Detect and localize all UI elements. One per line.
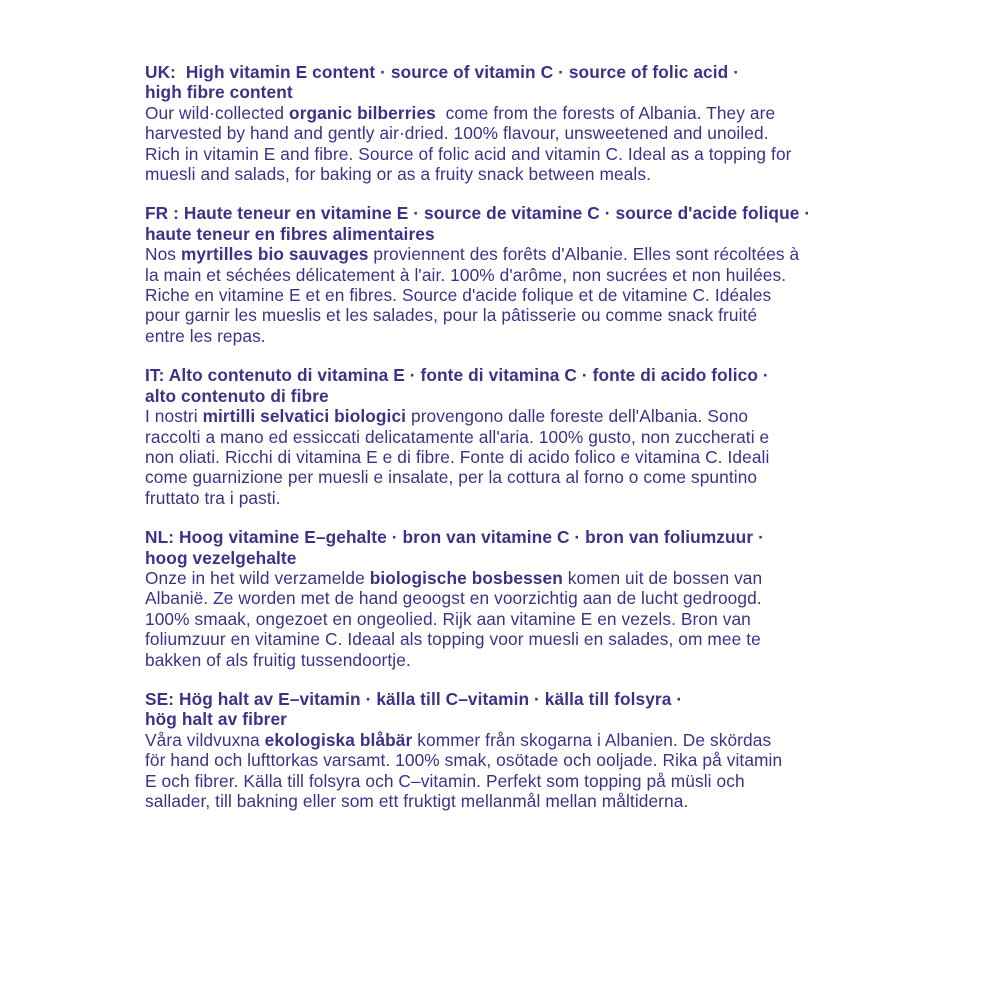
paragraph-line: harvested by hand and gently air·dried. 100% flavour, unsweetened and unoiled. <box>145 123 769 144</box>
bold-term: biologische bosbessen <box>369 567 563 588</box>
paragraph-line: fruttato tra i pasti. <box>145 487 281 508</box>
paragraph-line <box>145 103 885 123</box>
section-fr <box>145 203 885 346</box>
paragraph-text: kommer från skogarna i Albanien. De skördas <box>412 729 772 750</box>
section-se-heading <box>145 689 885 730</box>
heading-line: haute teneur en fibres alimentaires <box>145 223 435 244</box>
section-uk-paragraph <box>145 103 885 185</box>
paragraph-line: Albanië. Ze worden met de hand geoogst en voorzichtig aan de lucht gedroogd. <box>145 588 762 609</box>
paragraph-text: Our wild·collected <box>145 102 290 123</box>
section-uk-heading <box>145 62 885 103</box>
heading-line: alto contenuto di fibre <box>145 385 329 406</box>
product-label-text <box>145 62 885 830</box>
paragraph-line: sallader, till bakning eller som ett fruktigt mellanmål mellan måltiderna. <box>145 791 689 811</box>
paragraph-line <box>145 568 885 588</box>
heading-line: SE: Hög halt av E–vitamin · källa till C–vitamin · källa till folsyra · <box>145 688 683 709</box>
heading-line: high fibre content <box>145 82 293 103</box>
heading-line: UK: High vitamin E content · source of vitamin C · source of folic acid · <box>145 62 740 82</box>
heading-line: hög halt av fibrer <box>145 709 287 730</box>
paragraph-text: come from the forests of Albania. They are <box>435 102 776 123</box>
section-it-heading <box>145 365 885 406</box>
paragraph-line: bakken of als fruitig tussendoortje. <box>145 649 411 670</box>
paragraph-line <box>145 406 885 426</box>
section-uk <box>145 62 885 184</box>
paragraph-line: E och fibrer. Källa till folsyra och C–vitamin. Perfekt som topping på müsli och <box>145 770 745 791</box>
paragraph-line: 100% smaak, ongezoet en ongeolied. Rijk aan vitamine E en vezels. Bron van <box>145 608 751 629</box>
paragraph-line: foliumzuur en vitamine C. Ideaal als topping voor muesli en salades, om mee te <box>145 629 761 650</box>
paragraph-text: komen uit de bossen van <box>562 567 763 588</box>
section-nl-heading <box>145 527 885 568</box>
paragraph-line: pour garnir les mueslis et les salades, pour la pâtisserie ou comme snack fruité <box>145 305 758 326</box>
bold-term: mirtilli selvatici biologici <box>202 406 407 427</box>
heading-line: IT: Alto contenuto di vitamina E · fonte di vitamina C · fonte di acido folico · <box>145 365 769 386</box>
paragraph-line: come guarnizione per muesli e insalate, per la cottura al forno o come spuntino <box>145 467 758 488</box>
bold-term: organic bilberries <box>289 102 436 123</box>
heading-line: hoog vezelgehalte <box>145 547 297 568</box>
paragraph-line: för hand och lufttorkas varsamt. 100% smak, osötade och ooljade. Rika på vitamin <box>145 750 783 771</box>
paragraph-line: raccolti a mano ed essiccati delicatamente all'aria. 100% gusto, non zuccherati e <box>145 426 770 447</box>
section-it-paragraph <box>145 406 885 508</box>
section-fr-heading <box>145 203 885 244</box>
paragraph-line: Rich in vitamin E and fibre. Source of folic acid and vitamin C. Ideal as a topping for <box>145 143 792 164</box>
section-fr-paragraph <box>145 244 885 346</box>
paragraph-line <box>145 244 885 264</box>
paragraph-text: proviennent des forêts d'Albanie. Elles sont récoltées à <box>368 244 800 265</box>
paragraph-text: Onze in het wild verzamelde <box>145 567 370 588</box>
paragraph-line: non oliati. Ricchi di vitamina E e di fibre. Fonte di acido folico e vitamina C. Ideali <box>145 446 770 467</box>
paragraph-text: provengono dalle foreste dell'Albania. Sono <box>406 406 749 427</box>
section-nl <box>145 527 885 670</box>
paragraph-line <box>145 730 885 750</box>
paragraph-line: Riche en vitamine E et en fibres. Source d'acide folique et de vitamine C. Idéales <box>145 285 772 306</box>
paragraph-text: Nos <box>145 244 181 265</box>
bold-term: ekologiska blåbär <box>264 729 413 750</box>
paragraph-line: la main et séchées délicatement à l'air. 100% d'arôme, non sucrées et non huilées. <box>145 264 787 285</box>
paragraph-line: entre les repas. <box>145 325 266 346</box>
heading-line: NL: Hoog vitamine E–gehalte · bron van vitamine C · bron van foliumzuur · <box>145 527 764 548</box>
section-nl-paragraph <box>145 568 885 670</box>
paragraph-text: I nostri <box>145 406 203 427</box>
paragraph-text: Våra vildvuxna <box>145 729 265 750</box>
section-it <box>145 365 885 508</box>
paragraph-line: muesli and salads, for baking or as a fruity snack between meals. <box>145 164 651 185</box>
bold-term: myrtilles bio sauvages <box>180 244 369 265</box>
section-se <box>145 689 885 811</box>
heading-line: FR : Haute teneur en vitamine E · source de vitamine C · source d'acide folique · <box>145 203 811 224</box>
section-se-paragraph <box>145 730 885 812</box>
